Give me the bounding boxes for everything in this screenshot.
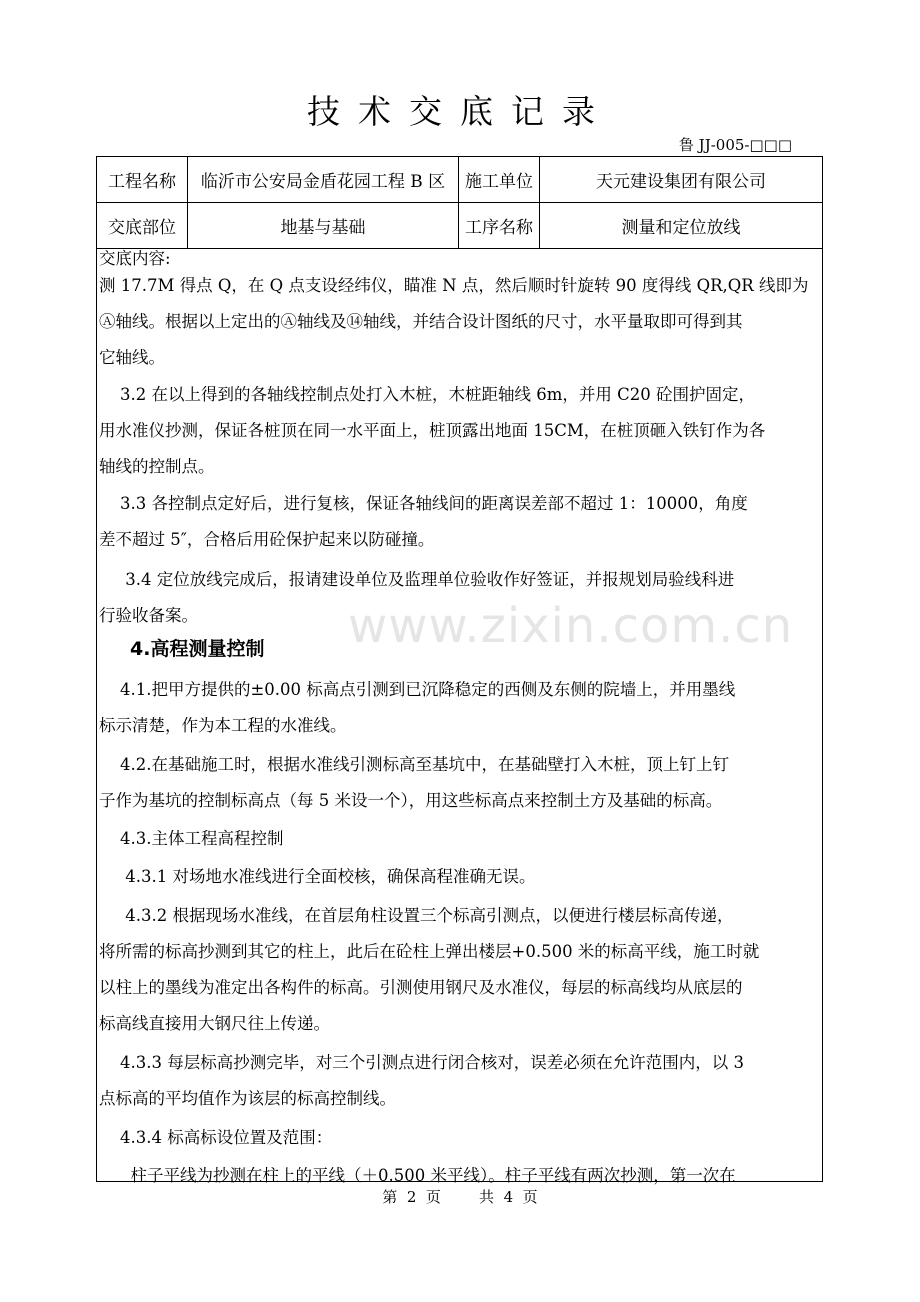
content-line: 4.3.3 每层标高抄测完毕，对三个引测点进行闭合核对，误差必须在允许范围内，以 3 <box>99 1053 744 1072</box>
content-line: 3.2 在以上得到的各轴线控制点处打入木桩，木桩距轴线 6m，并用 C20 砼围护固定， <box>99 385 755 404</box>
project-name-value: 临沂市公安局金盾花园工程 B 区 <box>188 157 459 203</box>
content-line: 4.3.2 根据现场水准线，在首层角柱设置三个标高引测点，以便进行楼层标高传递， <box>99 906 734 925</box>
content-line: 子作为基坑的控制标高点（每 5 米设一个），用这些标高点来控制土方及基础的标高。 <box>99 791 723 810</box>
content-line: 4.3.4 标高标设位置及范围： <box>99 1128 333 1147</box>
content-line: 4.3.主体工程高程控制 <box>99 829 284 848</box>
content-line: 将所需的标高抄测到其它的柱上，此后在砼柱上弹出楼层+0.500 米的标高平线，施工时就 <box>99 942 760 961</box>
part-value: 地基与基础 <box>188 203 459 249</box>
contractor-value: 天元建设集团有限公司 <box>540 157 823 203</box>
process-value: 测量和定位放线 <box>540 203 823 249</box>
section-heading: 4.高程测量控制 <box>130 638 265 660</box>
page-footer: 第 2 页 共 4 页 <box>382 1188 538 1206</box>
content-line: 3.3 各控制点定好后，进行复核，保证各轴线间的距离误差部不超过 1：10000，角度 <box>99 494 748 513</box>
document-title: 技术交底记录 <box>307 92 613 131</box>
header-table <box>97 157 822 249</box>
content-line: 测 17.7M 得点 Q，在 Q 点支设经纬仪，瞄准 N 点，然后顺时针旋转 90 度得线 QR,QR 线即为 <box>99 276 809 295</box>
content-label: 交底内容: <box>99 249 171 268</box>
content-line: 4.3.1 对场地水准线进行全面校核，确保高程准确无误。 <box>99 867 536 886</box>
content-line: 点标高的平均值作为该层的标高控制线。 <box>99 1089 396 1108</box>
content-line: 它轴线。 <box>99 348 165 367</box>
content-line: 轴线的控制点。 <box>99 457 215 476</box>
content-line: 差不超过 5″，合格后用砼保护起来以防碰撞。 <box>99 530 435 549</box>
content-line: 4.1.把甲方提供的±0.00 标高点引测到已沉降稳定的西侧及东侧的院墙上，并用墨线 <box>99 680 736 699</box>
watermark-text: www.zixin.com.cn <box>348 598 794 654</box>
record-sheet <box>96 156 823 1185</box>
content-line: 标高线直接用大钢尺往上传递。 <box>99 1014 330 1033</box>
document-code: 鲁 JJ-005-□□□ <box>678 136 792 154</box>
content-line: 用水准仪抄测，保证各桩顶在同一水平面上，桩顶露出地面 15CM，在桩顶砸入铁钉作为各 <box>99 421 766 440</box>
content-line: 行验收备案。 <box>99 606 198 625</box>
content-line: 以柱上的墨线为准定出各构件的标高。引测使用钢尺及水准仪，每层的标高线均从底层的 <box>99 978 743 997</box>
content-line: 3.4 定位放线完成后，报请建设单位及监理单位验收作好签证，并报规划局验线科进 <box>99 570 735 589</box>
content-line: 柱子平线为抄测在柱上的平线（＋0.500 米平线）。柱子平线有两次抄测，第一次在 <box>99 1166 736 1185</box>
content-line: 标示清楚，作为本工程的水准线。 <box>99 716 347 735</box>
project-name-label: 工程名称 <box>97 157 188 203</box>
process-label: 工序名称 <box>459 203 540 249</box>
content-line: 4.2.在基础施工时，根据水准线引测标高至基坑中，在基础壁打入木桩，顶上钉上钉 <box>99 755 729 774</box>
content-line: Ⓐ轴线。根据以上定出的Ⓐ轴线及⑭轴线，并结合设计图纸的尺寸，水平量取即可得到其 <box>99 312 743 331</box>
part-label: 交底部位 <box>97 203 188 249</box>
contractor-label: 施工单位 <box>459 157 540 203</box>
